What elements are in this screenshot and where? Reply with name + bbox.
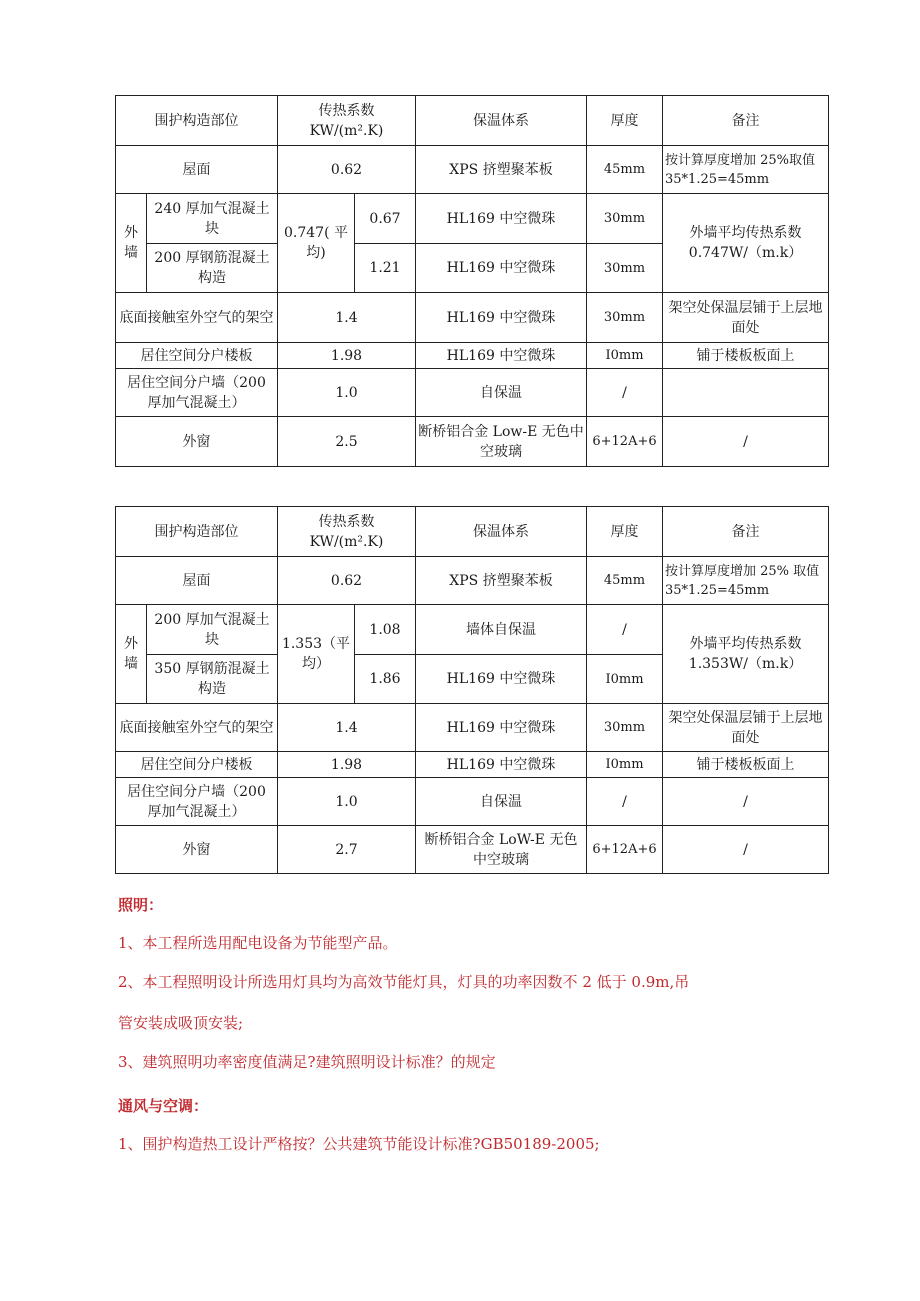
cell-note: 架空处保温层铺于上层地面处: [663, 293, 829, 343]
header-thickness: 厚度: [587, 507, 663, 557]
cell-system: HL169 中空微珠: [416, 704, 587, 752]
cell-note: 架空处保温层铺于上层地面处: [663, 704, 829, 752]
cell-thickness: 6+12A+6: [587, 826, 663, 874]
cell-system: XPS 挤塑聚苯板: [416, 557, 587, 605]
cell-system: HL169 中空微珠: [416, 293, 587, 343]
cell-system: 自保温: [416, 778, 587, 826]
cell-part: 居住空间分户墙（200 厚加气混凝土）: [116, 778, 278, 826]
cell-note: /: [663, 417, 829, 467]
cell-thickness: 6+12A+6: [587, 417, 663, 467]
cell-part: 200 厚钢筋混凝土构造: [147, 244, 278, 293]
cell-system: HL169 中空微珠: [416, 244, 587, 293]
thermal-table-2: [115, 506, 829, 874]
cell-part: 外窗: [116, 826, 278, 874]
table-row-wall-1: [116, 194, 829, 244]
cell-k: 0.67: [355, 194, 416, 244]
table-header-row: [116, 507, 829, 557]
cell-note: 按计算厚度增加 25% 取值 35*1.25=45mm: [663, 557, 829, 605]
header-note: 备注: [663, 96, 829, 146]
table-row-slab: [116, 752, 829, 778]
wall-note: 外墙平均传热系数 1.353W/（m.k）: [663, 605, 829, 704]
cell-thickness: /: [587, 605, 663, 655]
cell-part: 外窗: [116, 417, 278, 467]
lighting-item-2-cont: 管安装成吸顶安装;: [118, 1014, 244, 1032]
cell-system: HL169 中空微珠: [416, 194, 587, 244]
cell-part: 居住空间分户楼板: [116, 752, 278, 778]
cell-note: [663, 369, 829, 417]
wall-label: 外墙: [116, 194, 147, 293]
cell-thickness: /: [587, 369, 663, 417]
cell-k: 1.98: [278, 343, 416, 369]
cell-note: 铺于楼板板面上: [663, 343, 829, 369]
header-note: 备注: [663, 507, 829, 557]
hvac-item-1: 1、围护构造热工设计严格按？公共建筑节能设计标准?GB50189-2005;: [118, 1135, 600, 1153]
wall-note: 外墙平均传热系数 0.747W/（m.k）: [663, 194, 829, 293]
cell-system: 断桥铝合金 Low-E 无色中空玻璃: [416, 417, 587, 467]
wall-label: 外墙: [116, 605, 147, 704]
wall-avg-k: 0.747( 平均): [278, 194, 355, 293]
lighting-title: 照明：: [118, 896, 164, 914]
cell-thickness: I0mm: [587, 752, 663, 778]
cell-thickness: I0mm: [587, 655, 663, 704]
cell-k: 1.21: [355, 244, 416, 293]
cell-part: 居住空间分户墙（200 厚加气混凝土）: [116, 369, 278, 417]
cell-k: 1.08: [355, 605, 416, 655]
header-thickness: 厚度: [587, 96, 663, 146]
table-row-wall-1: [116, 605, 829, 655]
cell-system: HL169 中空微珠: [416, 655, 587, 704]
table-row-roof: [116, 557, 829, 605]
cell-k: 2.7: [278, 826, 416, 874]
lighting-item-1: 1、本工程所选用配电设备为节能型产品。: [118, 934, 398, 952]
header-k: 传热系数 KW/(m².K): [278, 96, 416, 146]
cell-thickness: 30mm: [587, 194, 663, 244]
cell-system: HL169 中空微珠: [416, 343, 587, 369]
table-row-window: [116, 826, 829, 874]
cell-part: 200 厚加气混凝土块: [147, 605, 278, 655]
cell-k: 1.0: [278, 369, 416, 417]
header-system: 保温体系: [416, 507, 587, 557]
cell-k: 0.62: [278, 557, 416, 605]
cell-system: XPS 挤塑聚苯板: [416, 146, 587, 194]
cell-part: 屋面: [116, 557, 278, 605]
header-part: 围护构造部位: [116, 96, 278, 146]
cell-note: 按计算厚度增加 25%取值 35*1.25=45mm: [663, 146, 829, 194]
header-k: 传热系数 KW/(m².K): [278, 507, 416, 557]
table-row-floor-air: [116, 704, 829, 752]
cell-k: 1.4: [278, 704, 416, 752]
cell-system: HL169 中空微珠: [416, 752, 587, 778]
cell-part: 底面接触室外空气的架空: [116, 704, 278, 752]
header-system: 保温体系: [416, 96, 587, 146]
cell-system: 断桥铝合金 LoW-E 无色中空玻璃: [416, 826, 587, 874]
cell-system: 墙体自保温: [416, 605, 587, 655]
cell-k: 2.5: [278, 417, 416, 467]
cell-thickness: 30mm: [587, 293, 663, 343]
hvac-title: 通风与空调：: [118, 1097, 209, 1115]
table-row-window: [116, 417, 829, 467]
cell-thickness: /: [587, 778, 663, 826]
cell-k: 1.86: [355, 655, 416, 704]
cell-note: /: [663, 778, 829, 826]
table-row-floor-air: [116, 293, 829, 343]
cell-k: 0.62: [278, 146, 416, 194]
cell-system: 自保温: [416, 369, 587, 417]
cell-part: 屋面: [116, 146, 278, 194]
cell-thickness: I0mm: [587, 343, 663, 369]
lighting-item-2: 2、本工程照明设计所选用灯具均为高效节能灯具，灯具的功率因数不 2 低于 0.9m,吊: [118, 973, 690, 991]
cell-k: 1.98: [278, 752, 416, 778]
wall-avg-k: 1.353（平均）: [278, 605, 355, 704]
lighting-item-3: 3、建筑照明功率密度值满足?建筑照明设计标准？的规定: [118, 1053, 496, 1071]
table-row-partition: [116, 778, 829, 826]
cell-part: 240 厚加气混凝土块: [147, 194, 278, 244]
thermal-table-1: [115, 95, 829, 467]
cell-thickness: 30mm: [587, 704, 663, 752]
cell-k: 1.0: [278, 778, 416, 826]
cell-part: 底面接触室外空气的架空: [116, 293, 278, 343]
table-header-row: [116, 96, 829, 146]
cell-thickness: 45mm: [587, 557, 663, 605]
cell-k: 1.4: [278, 293, 416, 343]
cell-thickness: 45mm: [587, 146, 663, 194]
table-row-slab: [116, 343, 829, 369]
cell-note: /: [663, 826, 829, 874]
cell-thickness: 30mm: [587, 244, 663, 293]
cell-part: 350 厚钢筋混凝土构造: [147, 655, 278, 704]
table-row-roof: [116, 146, 829, 194]
cell-note: 铺于楼板板面上: [663, 752, 829, 778]
cell-part: 居住空间分户楼板: [116, 343, 278, 369]
table-row-partition: [116, 369, 829, 417]
header-part: 围护构造部位: [116, 507, 278, 557]
